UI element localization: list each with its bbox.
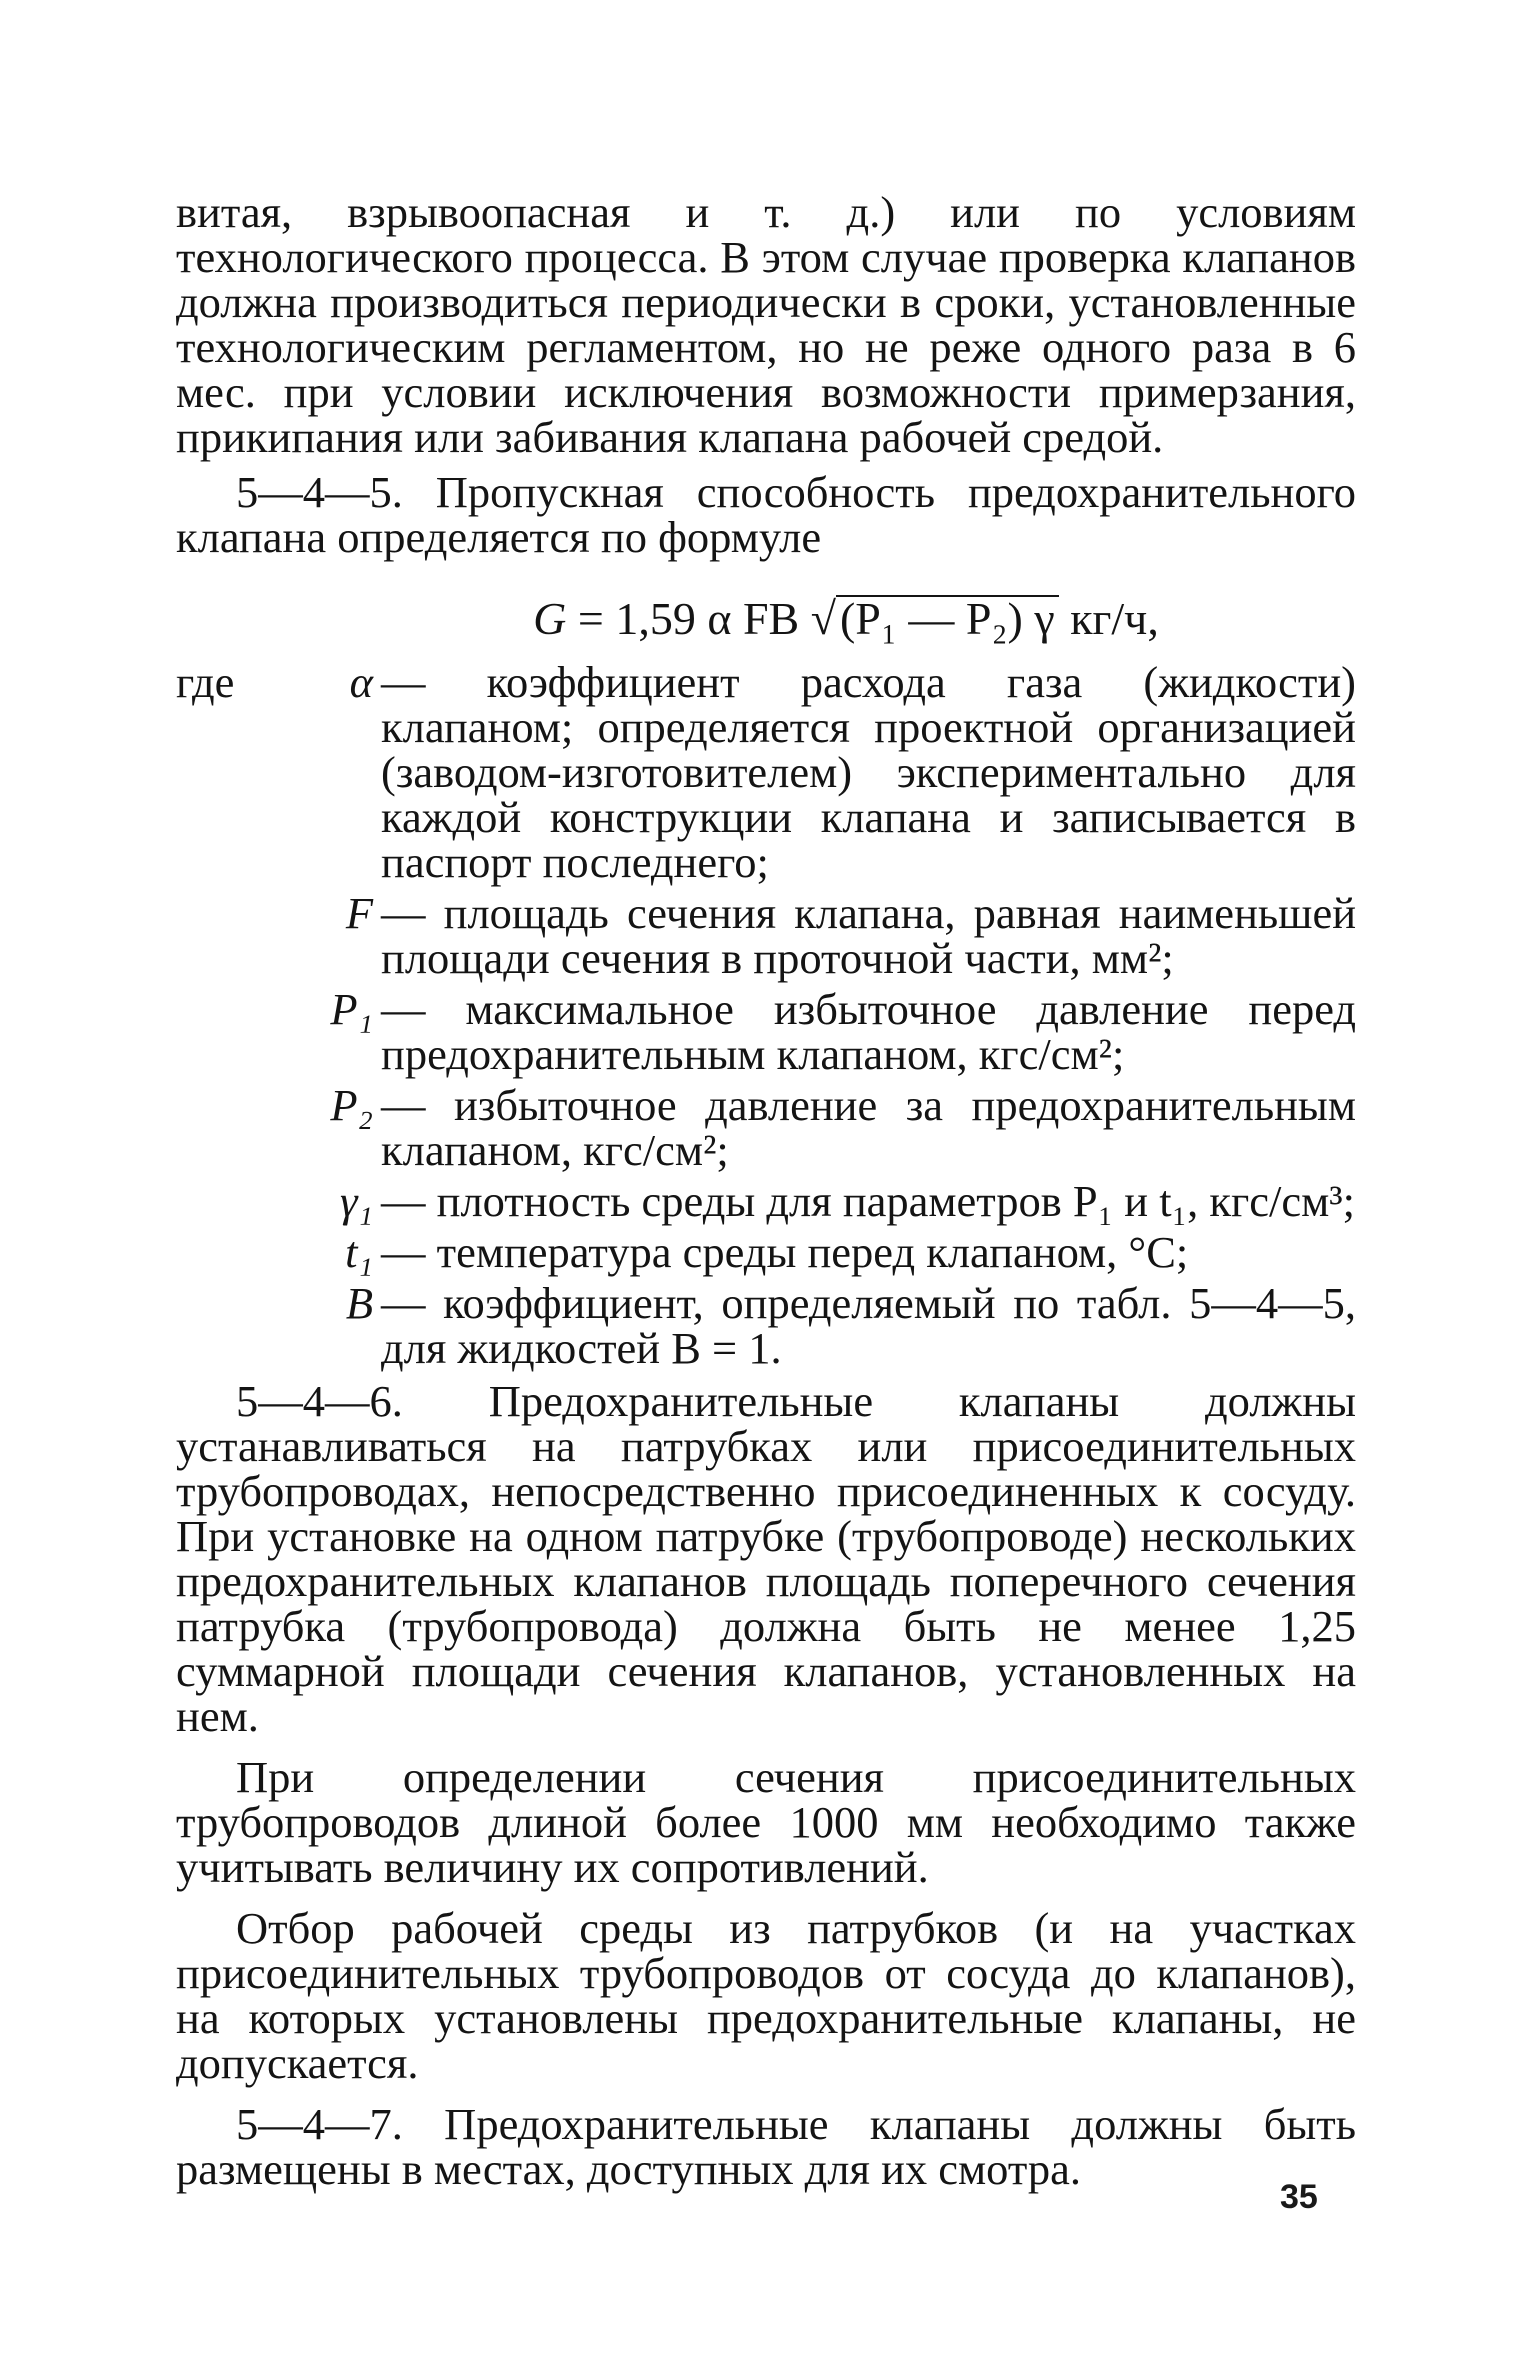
definition-text: максимальное избыточное давление перед предохранительным клапаном, кгс/см²; (381, 984, 1357, 1079)
definition-item: B — коэффициент, определяемый по табл. 5—4—5, для жидкостей B = 1. (345, 1278, 1357, 1373)
paragraph-5-4-7: 5—4—7. Предохранительные клапаны должны быть размещены в местах, доступных для их смотра. (176, 2099, 1356, 2194)
definition-symbol: F (345, 888, 373, 938)
radical-sign: √ (810, 593, 836, 644)
definitions-list (176, 657, 1357, 1373)
flow-formula (176, 594, 1356, 644)
page-number: 35 (1280, 2178, 1318, 2216)
definition-text: площадь сечения клапана, равная наименьшей площади сечения в проточной части, мм²; (381, 888, 1357, 983)
definition-item: t₁ — температура среды перед клапаном, °C; (345, 1227, 1189, 1277)
definition-symbol: α (349, 657, 373, 707)
formula-radicand: (P₁ — P₂) γ (836, 595, 1059, 641)
definition-symbol: P₁ (330, 984, 373, 1034)
definition-symbol: P₂ (330, 1080, 373, 1130)
definition-text: плотность среды для параметров P₁ и t₁, кгс/см³; (436, 1176, 1355, 1226)
paragraph-medium-sampling: Отбор рабочей среды из патрубков (и на участках присоединительных трубопроводов от сосуда до клапанов), на которых установлены предохранительные клапаны, не допускается. (176, 1903, 1356, 2088)
paragraph-5-4-5: 5—4—5. Пропускная способность предохранительного клапана определяется по формуле (176, 467, 1356, 562)
definition-text: коэффициент расхода газа (жидкости) клапаном; определяется проектной организацией (заводом-изготовителем) экспериментально для каждой конструкции клапана и записывается в паспорт последнего; (381, 657, 1357, 887)
definition-symbol: γ₁ (339, 1176, 373, 1226)
where-word: где (176, 657, 235, 707)
paragraph-connecting-pipes: При определении сечения присоединительных трубопроводов длиной более 1000 мм необходимо также учитывать величину их сопротивлений. (176, 1752, 1356, 1892)
formula-lhs: G (533, 593, 567, 644)
definition-text: температура среды перед клапаном, °C; (436, 1227, 1189, 1277)
definition-text: избыточное давление за предохранительным клапаном, кгс/см²; (381, 1080, 1356, 1175)
definition-item: γ₁ — плотность среды для параметров P₁ и t₁, кгс/см³; (339, 1176, 1355, 1226)
definition-item: где α — коэффициент расхода газа (жидкости) клапаном; определяется проектной организацией (заводом-изготовителем) экспериментально для каждой конструкции клапана и записывается в паспорт последнего; (176, 657, 1357, 887)
formula-unit: кг/ч, (1070, 593, 1159, 644)
paragraph-5-4-6: 5—4—6. Предохранительные клапаны должны устанавливаться на патрубках или присоединительных трубопроводах, непосредственно присоединенных к сосуду. При установке на одном патрубке (трубопроводе) нескольких предохранительных клапанов площадь поперечного сечения патрубка (трубопровода) должна быть не менее 1,25 суммарной площади сечения клапанов, установленных на нем. (176, 1376, 1356, 1741)
definition-text: коэффициент, определяемый по табл. 5—4—5, для жидкостей B = 1. (381, 1278, 1357, 1373)
formula-coefficient: = 1,59 α FB (577, 593, 811, 644)
definition-symbol: B (345, 1278, 373, 1328)
definition-item: P₁ — максимальное избыточное давление перед предохранительным клапаном, кгс/см²; (330, 984, 1357, 1079)
definition-item: P₂ — избыточное давление за предохранительным клапаном, кгс/см²; (330, 1080, 1356, 1175)
paragraph-continuation: витая, взрывоопасная и т. д.) или по условиям технологического процесса. В этом случае проверка клапанов должна производиться периодически в сроки, установленные технологическим регламентом, но не реже одного раза в 6 мес. при условии исключения возможности примерзания, прикипания или забивания клапана рабочей средой. (176, 187, 1356, 462)
definition-item: F — площадь сечения клапана, равная наименьшей площади сечения в проточной части, мм²; (345, 888, 1357, 983)
definition-symbol: t₁ (345, 1227, 373, 1277)
page-body (176, 187, 1357, 2194)
